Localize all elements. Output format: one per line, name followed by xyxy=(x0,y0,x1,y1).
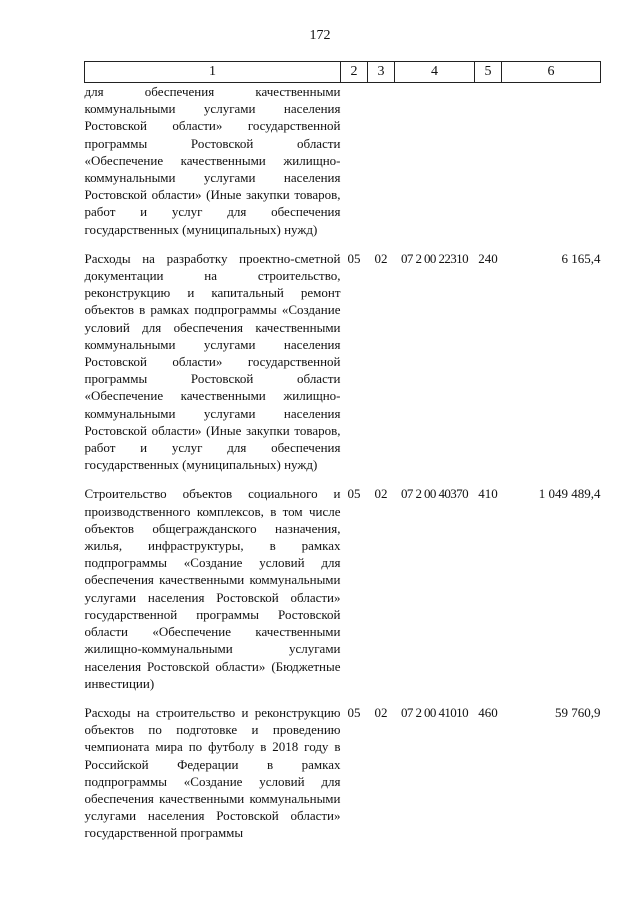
row-expense-type: 410 xyxy=(478,486,498,502)
budget-table xyxy=(84,61,601,842)
column-header-5: 5 xyxy=(475,62,502,83)
row-amount: 1 049 489,4 xyxy=(538,486,601,502)
row-section: 05 xyxy=(347,486,361,502)
row-description: Строительство объектов социального и производственного комплексов, в том числе объектов общегражданского назначения, жилья, инфраструктуры, в рамках подпрограммы «Создание условий для обеспечения качественными коммунальными услугами населения Ростовской области» государственной программы Ростовской области «Обеспечение качественными жилищно-коммунальными услугами населения Ростовской области» (Бюджетные инвестиции) xyxy=(84,486,341,691)
row-expense-type: 460 xyxy=(478,704,498,720)
row-amount xyxy=(502,83,601,238)
column-header-2: 2 xyxy=(341,62,368,83)
row-subsection: 02 xyxy=(374,250,388,266)
row-amount: 59 760,9 xyxy=(555,704,601,720)
row-subsection: 02 xyxy=(374,704,388,720)
row-section xyxy=(341,83,368,238)
table-row xyxy=(85,704,601,842)
row-expense-type xyxy=(475,83,502,238)
table-row xyxy=(85,485,601,691)
table-row xyxy=(85,250,601,474)
row-subsection xyxy=(368,83,395,238)
row-amount: 6 165,4 xyxy=(561,250,601,266)
row-section: 05 xyxy=(347,704,361,720)
row-gap xyxy=(85,692,601,704)
row-section: 05 xyxy=(347,250,361,266)
column-header-4: 4 xyxy=(395,62,475,83)
row-description: Расходы на строительство и реконструкцию объектов по подготовке и проведению чемпионата мира по футболу в 2018 году в Российской Федерации в рамках подпрограммы «Создание условий для обеспечения качественными коммунальными услугами населения Ростовской области» государственной программы xyxy=(84,704,341,841)
row-description: для обеспечения качественными коммунальными услугами населения Ростовской области» государственной программы Ростовской области «Обеспечение качественными жилищно-коммунальными услугами населения Ростовской области» (Иные закупки товаров, работ и услуг для обеспечения государственных (муниципальных) нужд) xyxy=(84,84,341,237)
row-gap xyxy=(85,473,601,485)
row-description: Расходы на разработку проектно-сметной документации на строительство, реконструкцию и капитальный ремонт объектов в рамках подпрограммы «Создание условий для обеспечения качественными коммунальными услугами населения Ростовской области» государственной программы Ростовской области «Обеспечение качественными жилищно-коммунальными услугами населения Ростовской области» (Иные закупки товаров, работ и услуг для обеспечения государственных (муниципальных) нужд) xyxy=(84,250,341,473)
page-number: 172 xyxy=(309,28,331,43)
row-target-code: 07 2 00 41010 xyxy=(401,704,468,720)
table-row xyxy=(85,83,601,238)
header-row xyxy=(85,62,601,83)
row-subsection: 02 xyxy=(374,486,388,502)
column-header-1: 1 xyxy=(85,62,341,83)
column-header-3: 3 xyxy=(368,62,395,83)
row-target-code: 07 2 00 40370 xyxy=(401,486,468,502)
row-target-code xyxy=(395,83,475,238)
row-expense-type: 240 xyxy=(478,250,498,266)
row-gap xyxy=(85,238,601,250)
row-target-code: 07 2 00 22310 xyxy=(401,250,468,266)
column-header-6: 6 xyxy=(502,62,601,83)
